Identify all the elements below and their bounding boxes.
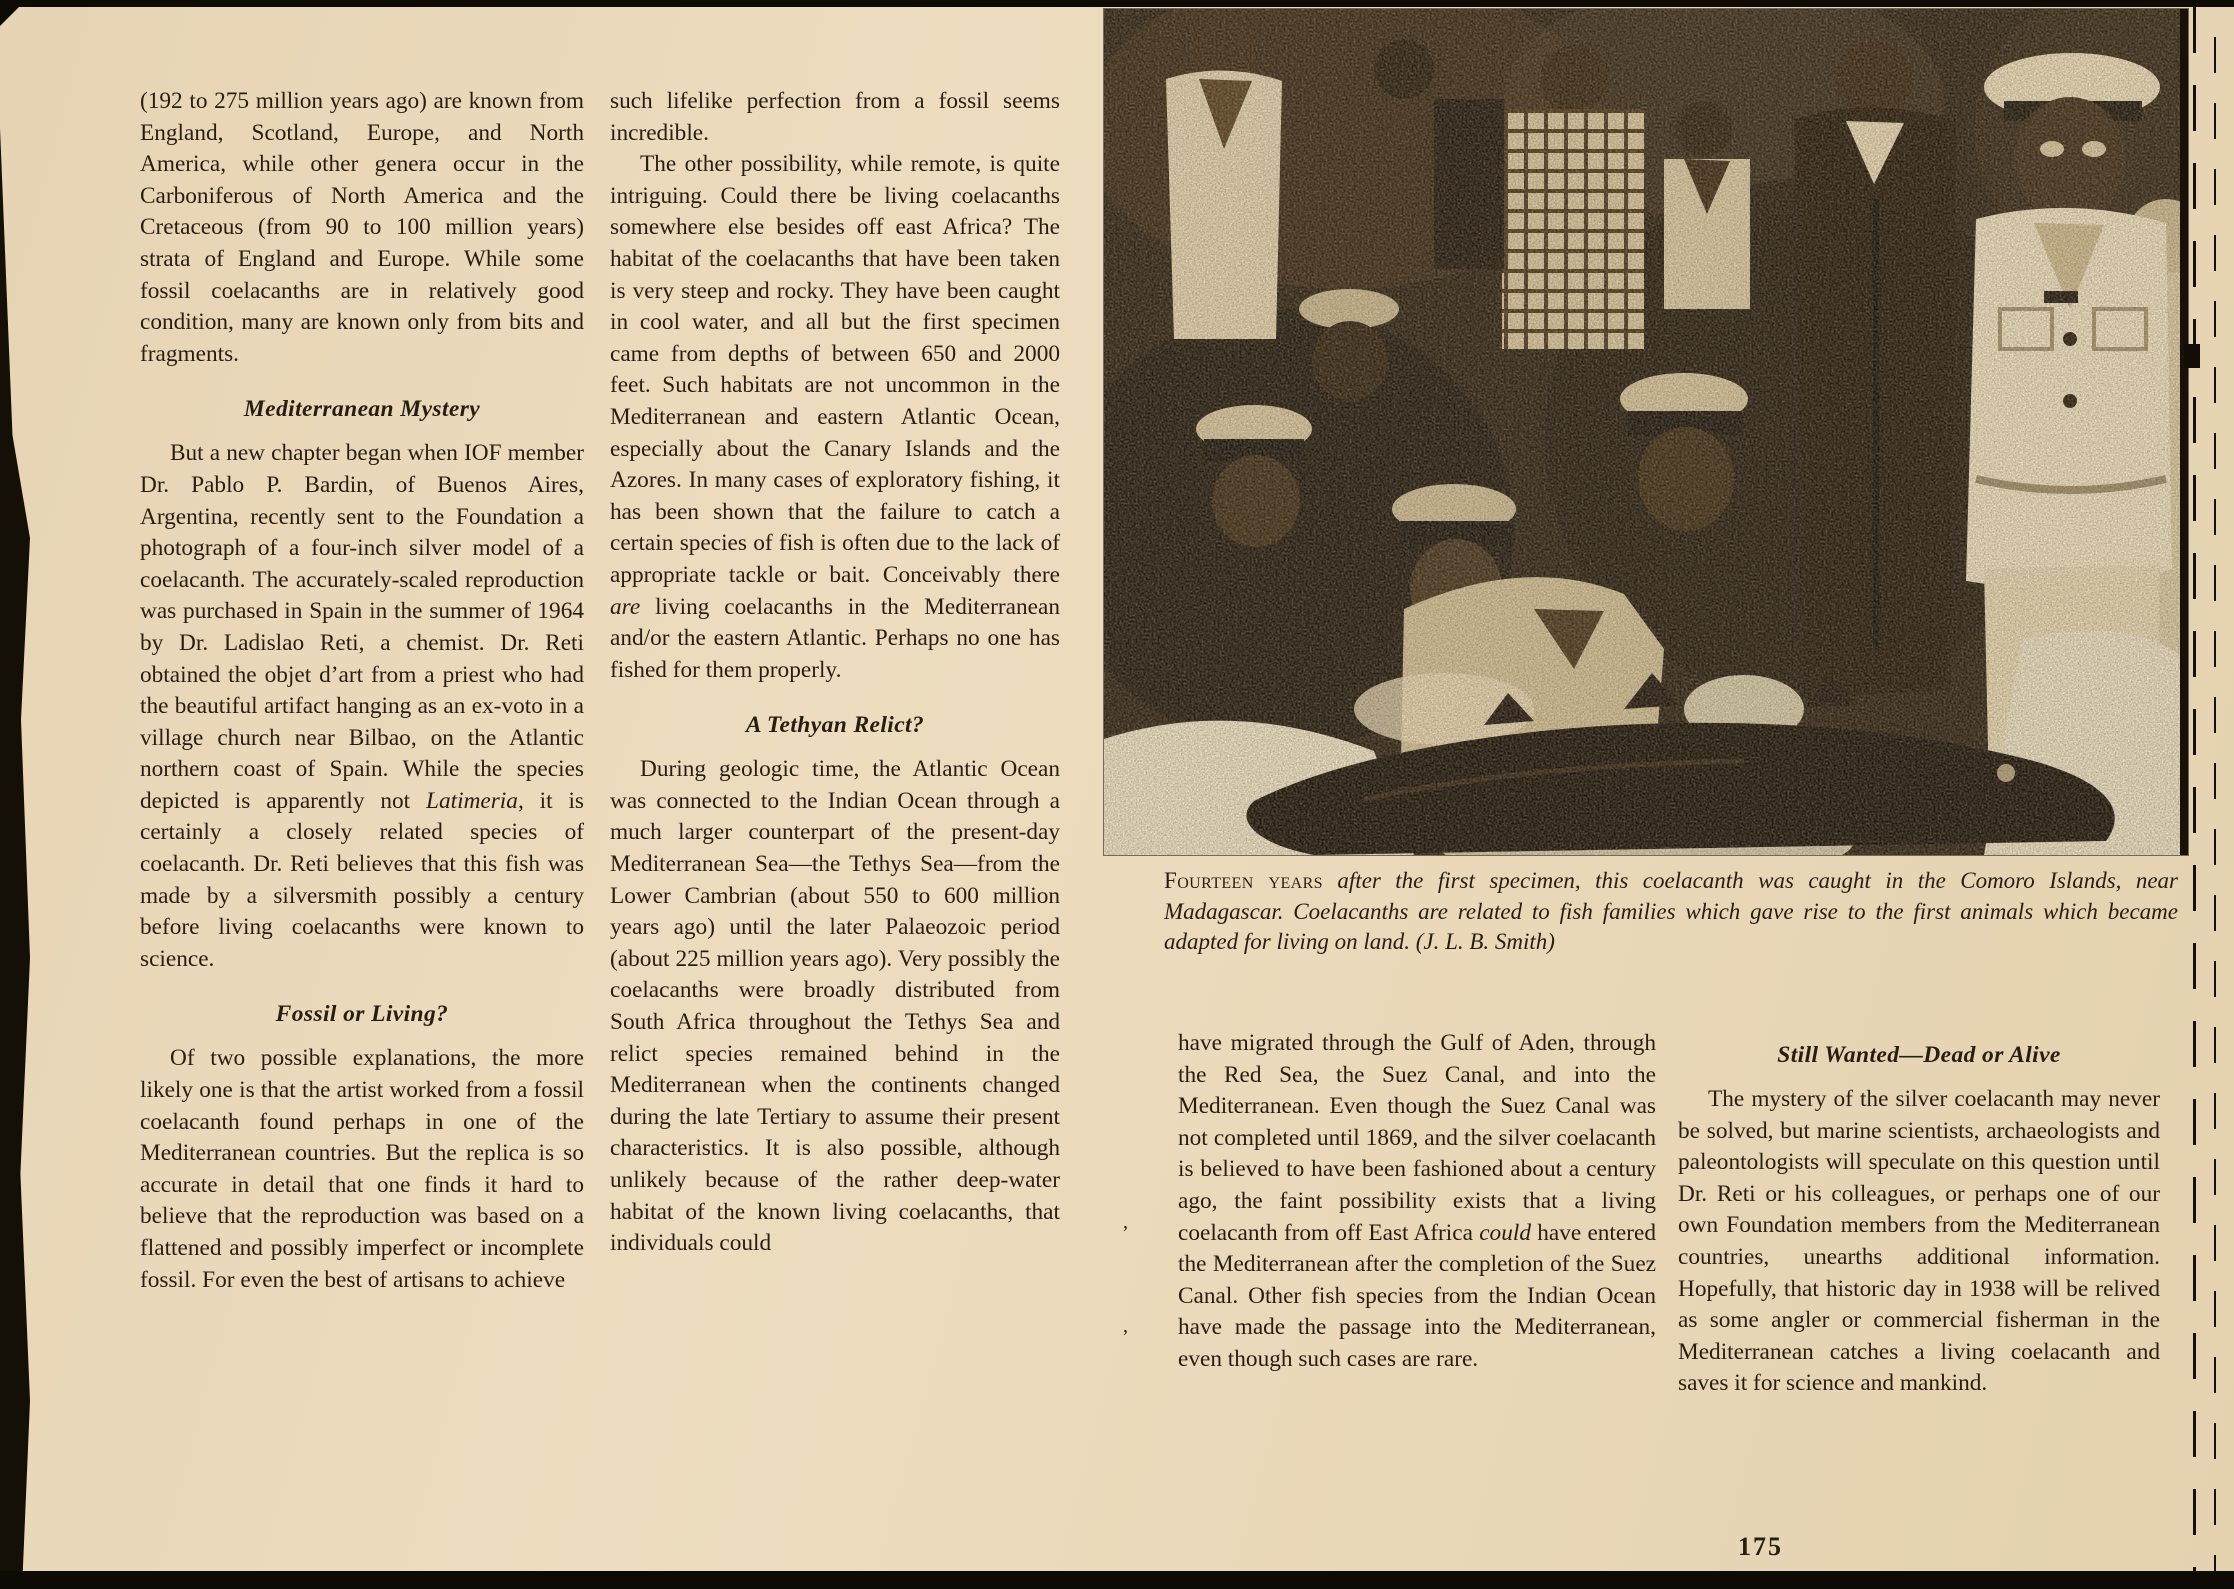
photo-caption	[1164, 866, 2178, 958]
article-column-4	[1678, 1016, 2160, 1400]
text-run: have entered the Mediterranean after the completion of the Suez Canal. Other fish species from the Indian Ocean have made the passage into the Mediterranean, even though such cases are rare.	[1178, 1219, 1656, 1372]
italic-text: after the first specimen, this coelacanth was caught in the Comoro Islands, near Madagascar. Coelacanths are related to fish families which gave rise to the first animals which became adapted for living on land. (J. L. B. Smith)	[1164, 868, 2179, 954]
text-run: The mystery of the silver coelacanth may never be solved, but marine scientists, archaeologists and paleontologists will speculate on this question until Dr. Reti or his colleagues, or perhaps one of our own Foundation members from the Mediterranean countries, unearths additional information. Hopefully, that historic day in 1938 will be relived as some angler or commercial fisherman in the Mediterranean catches a living coelacanth and saves it for science and mankind.	[1678, 1086, 2160, 1397]
paragraph	[1678, 1084, 2160, 1400]
paragraph	[140, 438, 584, 975]
coelacanth-photograph	[1104, 9, 2188, 855]
paragraph	[610, 86, 1060, 149]
paragraph	[610, 149, 1060, 686]
photo-illustration	[1104, 9, 2188, 855]
page-number: 175	[1738, 1532, 1783, 1561]
text-run: But a new chapter began when IOF member Dr. Pablo P. Bardin, of Buenos Aires, Argentina, recently sent to the Foundation a photograph of a four-inch silver model of a coelacanth. The accurately-scaled reproduction was purchased in Spain in the summer of 1964 by Dr. Ladislao Reti, a chemist. Dr. Reti obtained the objet d’art from a priest who had the beautiful artifact hanging as an ex-voto in a village church near Bilbao, on the Atlantic northern coast of Spain. While the species depicted is apparently not	[140, 440, 584, 814]
section-heading: Fossil or Living?	[275, 1001, 449, 1028]
section-heading: Still Wanted—Dead or Alive	[1777, 1042, 2061, 1068]
article-column-1	[140, 86, 584, 1296]
paragraph	[610, 754, 1060, 1260]
text-run: During geologic time, the Atlantic Ocean was connected to the Indian Ocean through a much larger counterpart of the present-day Mediterranean Sea—the Tethys Sea—from the Lower Cambrian (about 550 to 600 million years ago) until the later Palaeozoic period (about 225 million years ago). Very possibly the coelacanths were broadly distributed from South Africa throughout the Tethys Sea and relict species remained behind in the Mediterranean when the continents changed during the late Tertiary to assume their present characteristics. It is also possible, although unlikely because of the rather deep-water habitat of the known living coelacanths, that individuals could	[610, 756, 1060, 1257]
paragraph	[140, 1043, 584, 1296]
text-run: such lifelike perfection from a fossil seems incredible.	[610, 88, 1060, 146]
scan-edge-bottom	[0, 1571, 2234, 1589]
italic-text: could	[1479, 1219, 1531, 1246]
text-run: Of two possible explanations, the more likely one is that the artist worked from a fossil coelacanth found perhaps in one of the Mediterranean countries. But the replica is so accurate in detail that one finds it hard to believe that the reproduction was based on a flattened and possibly imperfect or incomplete fossil. For even the best of artisans to achieve	[140, 1045, 584, 1293]
article-column-2	[610, 86, 1060, 1260]
paragraph	[140, 86, 584, 370]
grain-light-overlay	[1104, 9, 2188, 855]
scan-edge-left-gutter	[0, 436, 30, 1571]
paragraph	[1164, 866, 2178, 958]
scan-edge-right-tab	[2184, 344, 2200, 368]
text-run: The other possibility, while remote, is quite intriguing. Could there be living coelacanths somewhere else besides off east Africa? The habitat of the coelacanths that have been taken is very steep and rocky. They have been caught in cool water, and all but the first specimen came from depths of between 650 and 2000 feet. Such habitats are not uncommon in the Mediterranean and eastern Atlantic Ocean, especially about the Canary Islands and the Azores. In many cases of exploratory fishing, it has been shown that the failure to catch a certain species of fish is often due to the lack of appropriate tackle or bait. Conceivably there	[610, 151, 1060, 588]
article-column-3	[1178, 1028, 1656, 1376]
scan-edge-top	[0, 0, 2234, 7]
text-run: living coelacanths in the Mediterranean and/or the eastern Atlantic. Perhaps no one has fished for them properly.	[610, 593, 1060, 683]
text-run: , it is certainly a closely related species of coelacanth. Dr. Reti believes that this fish was made by a silversmith possibly a century before living coelacanths were known to science.	[140, 787, 584, 972]
italic-text: Latimeria	[426, 787, 518, 814]
print-speck: ’	[1122, 1326, 1129, 1348]
scan-edge-right-line	[2214, 7, 2216, 1571]
text-run: (192 to 275 million years ago) are known from England, Scotland, Europe, and North America, while other genera occur in the Carboniferous of North America and the Cretaceous (from 90 to 100 million years) strata of England and Europe. While some fossil coelacanths are in relatively good condition, many are known only from bits and fragments.	[140, 88, 584, 367]
italic-text: are	[610, 593, 641, 620]
smallcaps-text: Fourteen years	[1164, 868, 1323, 893]
text-run: have migrated through the Gulf of Aden, through the Red Sea, the Suez Canal, and into the Mediterranean. Even though the Suez Canal was not completed until 1869, and the silver coelacanth is believed to have been fashioned about a century ago, the faint possibility exists that a living coelacanth from off East Africa	[1178, 1030, 1656, 1246]
scan-edge-right-line	[2193, 7, 2196, 1571]
section-heading: Mediterranean Mystery	[243, 396, 481, 423]
paragraph	[1178, 1028, 1656, 1376]
photo-right-frame-line	[2180, 9, 2188, 855]
print-speck: ’	[1122, 1222, 1129, 1244]
section-heading: A Tethyan Relict?	[745, 712, 925, 739]
